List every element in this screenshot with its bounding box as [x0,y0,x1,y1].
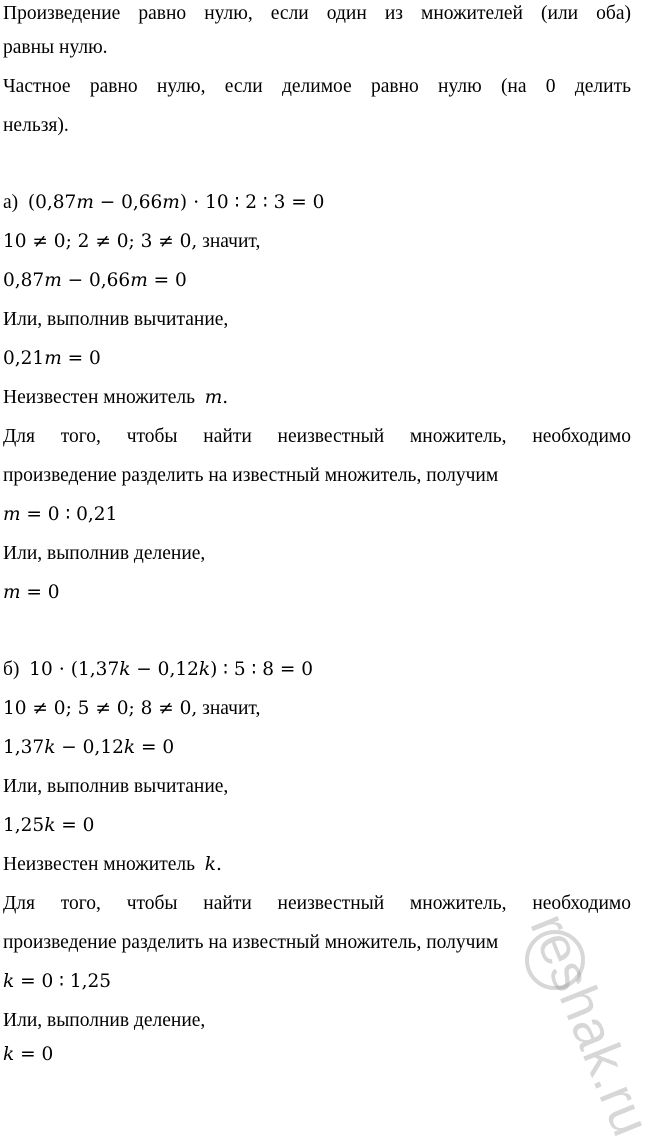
part-a-step-3: 𝑚 = 0 ∶ 0,21 [3,504,118,525]
part-a-conditions-word: значит, [202,231,261,252]
part-a-label: а) [3,192,19,213]
part-b-equation-line [3,657,631,683]
watermark-text: reshak.ru [518,905,662,1145]
intro-line-2: равны нулю. [3,37,108,58]
part-a-unknown-line [3,385,631,411]
part-a-rule-line-2: произведение разделить на известный множитель, получим [3,465,499,486]
part-b-conditions: 10 ≠ 0; 5 ≠ 0; 8 ≠ 0, [3,698,198,719]
part-a-equation-line [3,190,631,216]
part-b-conditions-line [3,696,631,722]
part-a-equation: (0,87𝑚 − 0,66𝑚) ⋅ 10 ∶ 2 ∶ 3 = 0 [27,192,325,213]
part-a-unknown-var: 𝑚. [204,387,229,408]
part-a-note-1: Или, выполнив вычитание, [3,309,229,330]
part-a-note-2: Или, выполнив деление, [3,543,206,564]
part-b-rule-line-1: Для того, чтобы найти неизвестный множитель, необходимо [3,893,631,914]
part-a-step-2: 0,21𝑚 = 0 [3,348,101,369]
part-b-conditions-word: значит, [202,698,261,719]
intro-line-4: нельзя). [3,115,69,136]
part-a-answer: 𝑚 = 0 [3,582,60,603]
part-a-unknown-text: Неизвестен множитель [3,387,196,408]
intro-line-1: Произведение равно нулю, если один из множителей (или оба) [3,3,631,24]
part-b-rule-line-2: произведение разделить на известный множитель, получим [3,932,499,953]
part-b-unknown-text: Неизвестен множитель [3,854,196,875]
intro-line-3: Частное равно нулю, если делимое равно нулю (на 0 делить [3,76,631,97]
part-b-note-2: Или, выполнив деление, [3,1010,206,1031]
part-b-note-1: Или, выполнив вычитание, [3,776,229,797]
part-b-label: б) [3,659,20,680]
part-b-step-3: 𝑘 = 0 ∶ 1,25 [3,971,112,992]
part-b-step-2: 1,25𝑘 = 0 [3,815,95,836]
part-b-equation: 10 ⋅ (1,37𝑘 − 0,12𝑘) ∶ 5 ∶ 8 = 0 [29,659,314,680]
part-b-unknown-var: 𝑘. [204,854,222,875]
part-b-step-1: 1,37𝑘 − 0,12𝑘 = 0 [3,737,175,758]
part-a-step-1: 0,87𝑚 − 0,66𝑚 = 0 [3,270,187,291]
part-a-conditions-line [3,229,631,255]
part-b-answer: 𝑘 = 0 [3,1044,54,1065]
part-b-unknown-line [3,852,631,878]
part-a-conditions: 10 ≠ 0; 2 ≠ 0; 3 ≠ 0, [3,231,198,252]
part-a-rule-line-1: Для того, чтобы найти неизвестный множитель, необходимо [3,426,631,447]
